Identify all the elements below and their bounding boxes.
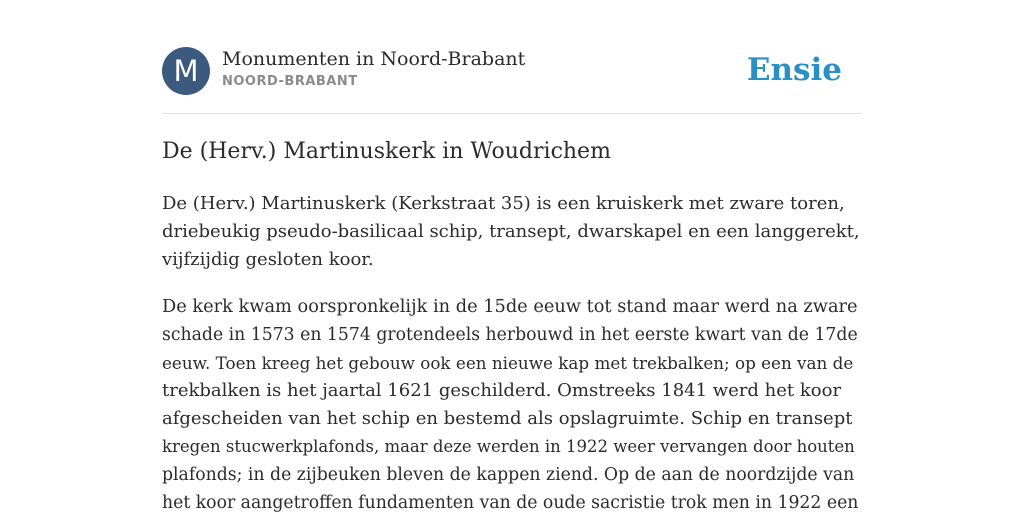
paragraph-line: schade in 1573 en 1574 grotendeels herbouwd in het eerste kwart van de 17de [162,325,858,345]
source-avatar[interactable]: M [162,47,210,95]
source-category-link[interactable]: NOORD-BRABANT [222,74,358,89]
paragraph-line: De kerk kwam oorspronkelijk in de 15de eeuw tot stand maar werd na zware [162,297,858,317]
paragraph-1 [162,190,862,274]
paragraph-line: het koor aangetroffen fundamenten van de oude sacristie trok men in 1922 een [162,493,859,512]
paragraph-line: trekbalken is het jaartal 1621 geschilderd. Omstreeks 1841 werd het koor [162,380,842,401]
paragraph-line: afgescheiden van het schip en bestemd als opslagruimte. Schip en transept [162,408,853,429]
paragraph-line: driebeukig pseudo-basilicaal schip, transept, dwarskapel en een langgerekt, [162,221,860,242]
article-title: De (Herv.) Martinuskerk in Woudrichem [162,139,611,164]
source-title-link[interactable]: Monumenten in Noord-Brabant [222,48,526,70]
paragraph-line: De (Herv.) Martinuskerk (Kerkstraat 35) is een kruiskerk met zware toren, [162,193,845,214]
paragraph-line: vijfzijdig gesloten koor. [162,249,374,270]
source-header [162,47,862,95]
paragraph-line: plafonds; in de zijbeuken bleven de kappen ziend. Op de aan de noordzijde van [162,465,855,485]
paragraph-line: kregen stucwerkplafonds, maar deze werden in 1922 weer vervangen door houten [162,437,855,456]
header-divider [162,113,862,114]
paragraph-2 [162,293,862,512]
paragraph-line: eeuw. Toen kreeg het gebouw ook een nieuwe kap met trekbalken; op een van de [162,353,854,373]
ensie-logo[interactable]: Ensie [746,52,842,88]
